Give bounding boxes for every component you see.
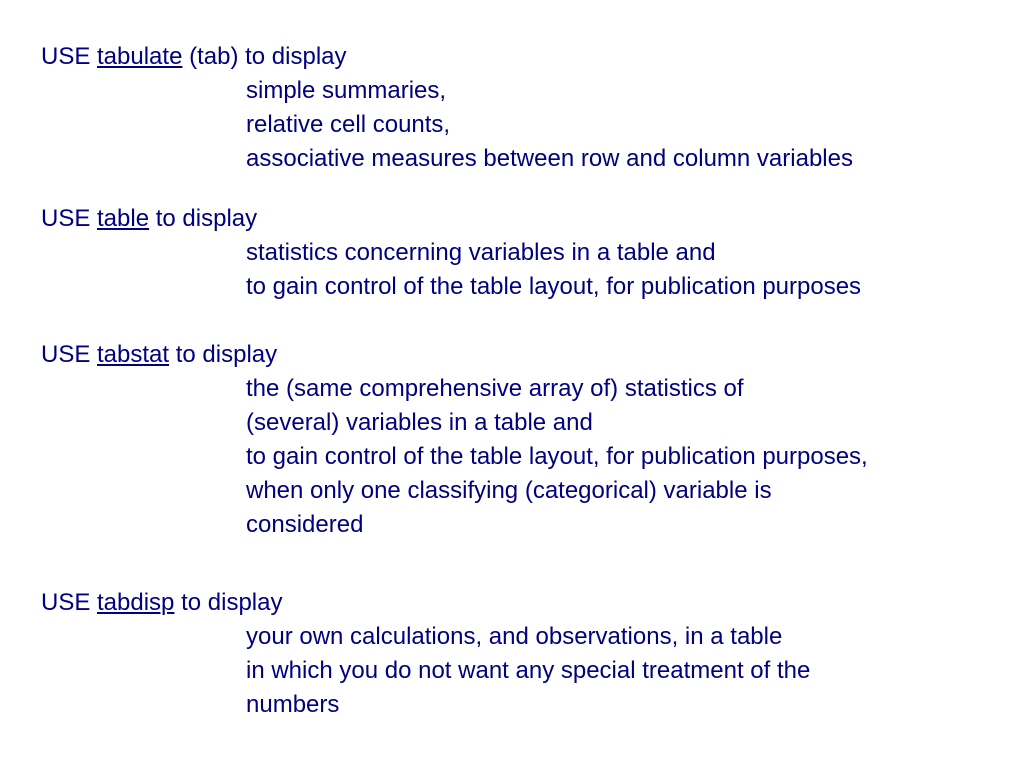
heading-prefix: USE <box>41 589 98 616</box>
heading-prefix: USE <box>41 43 98 70</box>
section-heading <box>41 202 1011 236</box>
heading-prefix: USE <box>41 341 98 368</box>
heading-suffix: to display <box>149 205 258 232</box>
section-table <box>41 202 1011 304</box>
description-line: simple summaries, <box>246 77 447 104</box>
command-tabdisp: tabdisp <box>97 589 175 616</box>
heading-suffix: to display <box>169 341 278 368</box>
section-tabstat <box>41 338 1011 542</box>
description-line: considered <box>246 511 364 538</box>
section-heading <box>41 338 1011 372</box>
description-line: in which you do not want any special treatment of the <box>246 657 811 684</box>
description-line: statistics concerning variables in a table and <box>246 239 716 266</box>
description-line: (several) variables in a table and <box>246 409 593 436</box>
command-tabstat: tabstat <box>97 341 170 368</box>
command-tabulate: tabulate <box>97 43 183 70</box>
section-heading <box>41 586 1011 620</box>
description-line: when only one classifying (categorical) variable is <box>246 477 772 504</box>
command-table: table <box>97 205 150 232</box>
description-line: numbers <box>246 691 340 718</box>
description-line: to gain control of the table layout, for publication purposes <box>246 273 862 300</box>
description-line: relative cell counts, <box>246 111 451 138</box>
description-line: associative measures between row and column variables <box>246 145 853 172</box>
description-line: to gain control of the table layout, for publication purposes, <box>246 443 868 470</box>
heading-suffix: (tab) to display <box>182 43 347 70</box>
heading-suffix: to display <box>174 589 283 616</box>
section-heading <box>41 40 1011 74</box>
section-tabdisp <box>41 586 1011 722</box>
heading-prefix: USE <box>41 205 98 232</box>
description-line: the (same comprehensive array of) statistics of <box>246 375 744 402</box>
description-line: your own calculations, and observations, in a table <box>246 623 783 650</box>
section-tabulate <box>41 40 1011 176</box>
